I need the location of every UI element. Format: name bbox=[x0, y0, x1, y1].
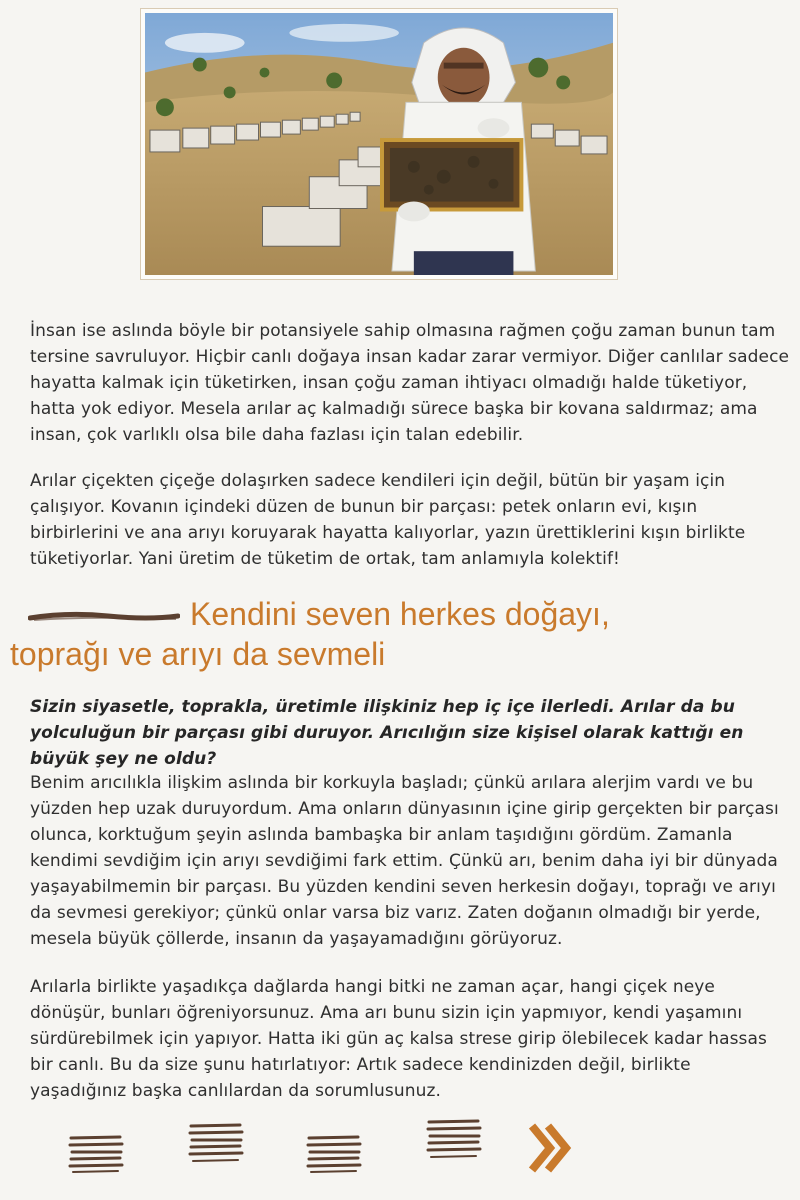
brush-stroke-icon bbox=[68, 1134, 124, 1174]
interview-answer: Arılarla birlikte yaşadıkça dağlarda hangi bitki ne zaman açar, hangi çiçek neye dönüşür, bunları öğreniyorsunuz. Ama arı bunu sizin için yapmıyor, kendi yaşamını sürdürebilmek için yapıyor. Hatta iki gün aç kalsa strese girip ölebilecek kadar hassas bir canlı. Bu da size şunu hatırlatıyor: Artık sadece kendinizden değil, birlikte yaşadığınız başka canlılardan da sorumlusunuz. bbox=[30, 977, 767, 1101]
article-paragraph: Arılar çiçekten çiçeğe dolaşırken sadece kendileri için değil, bütün bir yaşam için çalışıyor. Kovanın içindeki düzen de bunun bir parçası: petek onların evi, kışın birbirlerini ve ana arıyı koruyarak hayatta kalıyorlar, yazın ürettiklerini kışın birlikte tüketiyorlar. Yani üretim de tüketim de ortak, tam anlamıyla kolektif! bbox=[30, 471, 746, 569]
brush-stroke-icon bbox=[426, 1118, 482, 1162]
double-chevron-right-icon[interactable] bbox=[528, 1122, 574, 1174]
heading-line-1: Kendini seven herkes doğayı, bbox=[190, 596, 610, 632]
interview-question: Sizin siyasetle, toprakla, üretimle ilişkiniz hep iç içe ilerledi. Arılar da bu yolculuğun bir parçası gibi duruyor. Arıcılığın size kişisel olarak kattığı en büyük şey ne oldu? bbox=[30, 697, 744, 769]
brush-stroke-icon bbox=[306, 1134, 362, 1174]
interview-answer: Benim arıcılıkla ilişkim aslında bir korkuyla başladı; çünkü arılara alerjim vardı ve bu yüzden hep uzak duruyordum. Ama onların dünyasının içine girip gerçekten bir parçası olunca, korktuğum şeyin aslında bambaşka bir anlam taşıdığını gördüm. Zamanla kendimi sevdiğim için arıyı sevdiğimi fark ettim. Çünkü arı, benim daha iyi bir dünyada yaşayabilmemin bir parçası. Bu yüzden kendini seven herkesin doğayı, toprağı ve arıyı da sevmesi gerekiyor; çünkü onlar varsa biz varız. Zaten doğanın olmadığı bir yerde, mesela büyük çöllerde, insanın da yaşayamadığını görüyoruz. bbox=[30, 773, 779, 949]
section-heading bbox=[0, 596, 800, 676]
brush-stroke-icon bbox=[188, 1122, 244, 1166]
brush-stroke-icon bbox=[28, 610, 180, 624]
article-paragraph: İnsan ise aslında böyle bir potansiyele sahip olmasına rağmen çoğu zaman bunun tam tersine savruluyor. Hiçbir canlı doğaya insan kadar zarar vermiyor. Diğer canlılar sadece hayatta kalmak için tüketirken, insan çoğu zaman ihtiyacı olmadığı halde tüketiyor, hatta yok ediyor. Mesela arılar aç kalmadığı sürece başka bir kovana saldırmaz; ama insan, çok varlıklı olsa bile daha fazlası için talan edebilir. bbox=[30, 321, 790, 445]
beekeeper-photo bbox=[145, 13, 613, 275]
heading-line-2: toprağı ve arıyı da sevmeli bbox=[10, 636, 386, 672]
article-photo bbox=[140, 8, 618, 280]
pagination-bar bbox=[0, 1118, 800, 1178]
